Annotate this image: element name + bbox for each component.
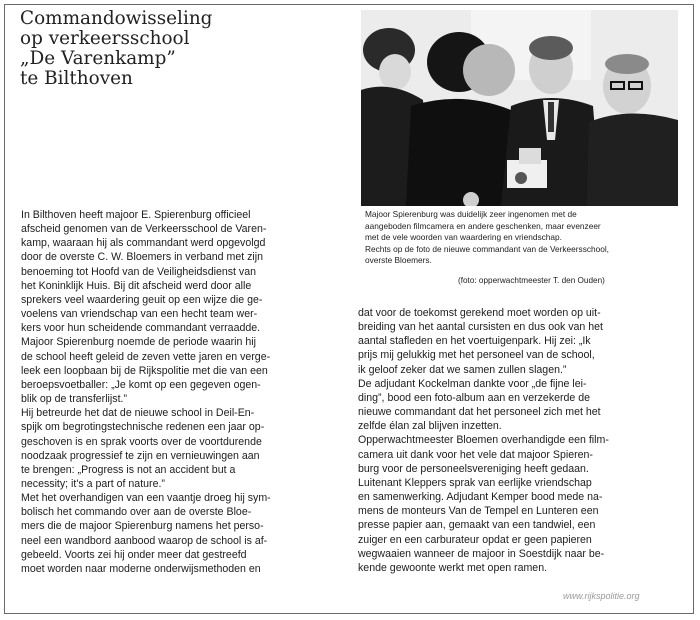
text-line: moet worden naar moderne onderwijsmethoden en — [21, 562, 261, 575]
text-line: prijs mij gelukkig met het personeel van de school, — [358, 349, 595, 362]
text-line: ding”, bood een foto-album aan en verzekerde de — [358, 391, 591, 404]
text-line: Hij betreurde het dat de nieuwe school in Deil-En- — [21, 407, 255, 420]
caption-line: overste Bloemers. — [365, 255, 432, 266]
text-line: kende gewoonte werkt met open ramen. — [358, 561, 548, 574]
text-line: Opperwachtmeester Bloemen overhandigde een film- — [358, 434, 609, 447]
text-line: het Koninklijk Huis. Bij dit afscheid werd door alle — [21, 279, 252, 292]
text-line: te brengen: „Progress is not an accident but a — [21, 463, 236, 476]
text-line: door de overste C. W. Bloemers in verband met zijn — [21, 251, 263, 264]
body-column-1 — [21, 208, 348, 576]
text-line: benoeming tot Hoofd van de Veiligheidsdienst van — [21, 265, 256, 278]
text-line: necessity; it's a part of nature.” — [21, 477, 165, 490]
text-line: neel een wandbord aanbood waarop de school is af- — [21, 534, 268, 547]
text-line: presse papier aan, gemaakt van een tandwiel, een — [358, 519, 596, 532]
text-line: burg voor de personeelsvereniging heeft gedaan. — [358, 462, 589, 475]
text-line: dat voor de toekomst gerekend moet worden op uit- — [358, 307, 601, 319]
text-line: bolisch het commando over aan de overste Bloe- — [21, 506, 252, 519]
text-line: ik geloof zeker dat we samen zullen slagen.” — [358, 363, 567, 376]
article-title — [20, 9, 350, 89]
text-line: geschoven is en sprak voorts over de voortdurende — [21, 435, 262, 448]
text-line: Luitenant Kleppers sprak van eerlijke vriendschap — [358, 476, 592, 489]
title-line: op verkeersschool — [20, 28, 190, 49]
text-line: noodzaak progressief te zijn en vernieuwingen aan — [21, 449, 260, 462]
text-line: breiding van het aantal cursisten en dus ook van het — [358, 321, 603, 334]
text-line: Majoor Spierenburg noemde de periode waarin hij — [21, 336, 256, 349]
text-line: camera uit dank voor het vele dat majoor Spieren- — [358, 448, 593, 461]
text-line: De adjudant Kockelman dankte voor „de fijne lei- — [358, 377, 587, 390]
text-line: wegwaaien wanneer de majoor in Soestdijk naar be- — [358, 547, 605, 560]
text-line: kers voor hun scheidende commandant verraadde. — [21, 322, 261, 335]
text-line: mens de monteurs Van de Tempel en Lunteren een — [358, 505, 599, 518]
text-line: zelfde élan zal blijven inzetten. — [358, 420, 502, 433]
title-line: Commandowisseling — [20, 8, 213, 29]
text-line: zuiger en een carburateur opdat er geen papieren — [358, 533, 592, 546]
text-line: kamp, waaraan hij als commandant werd opgevolgd — [21, 237, 266, 250]
text-line: Met het overhandigen van een vaantje droeg hij sym- — [21, 492, 271, 505]
text-line: leek een loopbaan bij de Rijkspolitie met die van een — [21, 364, 268, 377]
site-watermark: www.rijkspolitie.org — [563, 591, 640, 601]
text-line: beroepsvoetballer: „Je komt op een gegeven ogen- — [21, 378, 261, 391]
photo-credit: (foto: opperwachtmeester T. den Ouden) — [458, 276, 605, 285]
text-line: afscheid genomen van de Verkeersschool de Varen- — [21, 223, 267, 236]
text-line: In Bilthoven heeft majoor E. Spierenburg officieel — [21, 209, 251, 221]
title-line: te Bilthoven — [20, 68, 133, 89]
text-line: sprekers veel waardering geuit op een wijze die ge- — [21, 293, 263, 306]
text-line: nieuwe commandant dat het personeel zich met het — [358, 406, 601, 419]
caption-line: aangeboden filmcamera en andere geschenken, maar evenzeer — [365, 220, 601, 231]
text-line: mers die de majoor Spierenburg namens het perso- — [21, 520, 264, 533]
text-line: blik op de transferlijst.” — [21, 393, 127, 406]
text-line: gebeeld. Voorts zei hij onder meer dat gestreefd — [21, 548, 247, 561]
text-line: spijk om begrotingstechnische redenen een jaar op- — [21, 421, 265, 434]
photo-caption — [365, 209, 683, 267]
text-line: voelens van vriendschap van een hecht team wer- — [21, 308, 258, 321]
caption-line: met de vele woorden van waardering en vriendschap. — [365, 232, 562, 243]
text-line: de school heeft geleid de zeven vette jaren en verge- — [21, 350, 271, 363]
text-line: aantal stafleden en het voertuigenpark. Hij zei: „Ik — [358, 335, 591, 348]
body-column-2 — [358, 306, 681, 575]
caption-line: Majoor Spierenburg was duidelijk zeer ingenomen met de — [365, 209, 577, 219]
text-line: en samenwerking. Adjudant Kemper bood mede na- — [358, 491, 603, 504]
photo-illustration — [361, 10, 678, 206]
article-photo — [361, 10, 678, 206]
title-line: „De Varenkamp” — [20, 48, 176, 69]
caption-line: Rechts op de foto de nieuwe commandant van de Verkeersschool, — [365, 243, 609, 254]
